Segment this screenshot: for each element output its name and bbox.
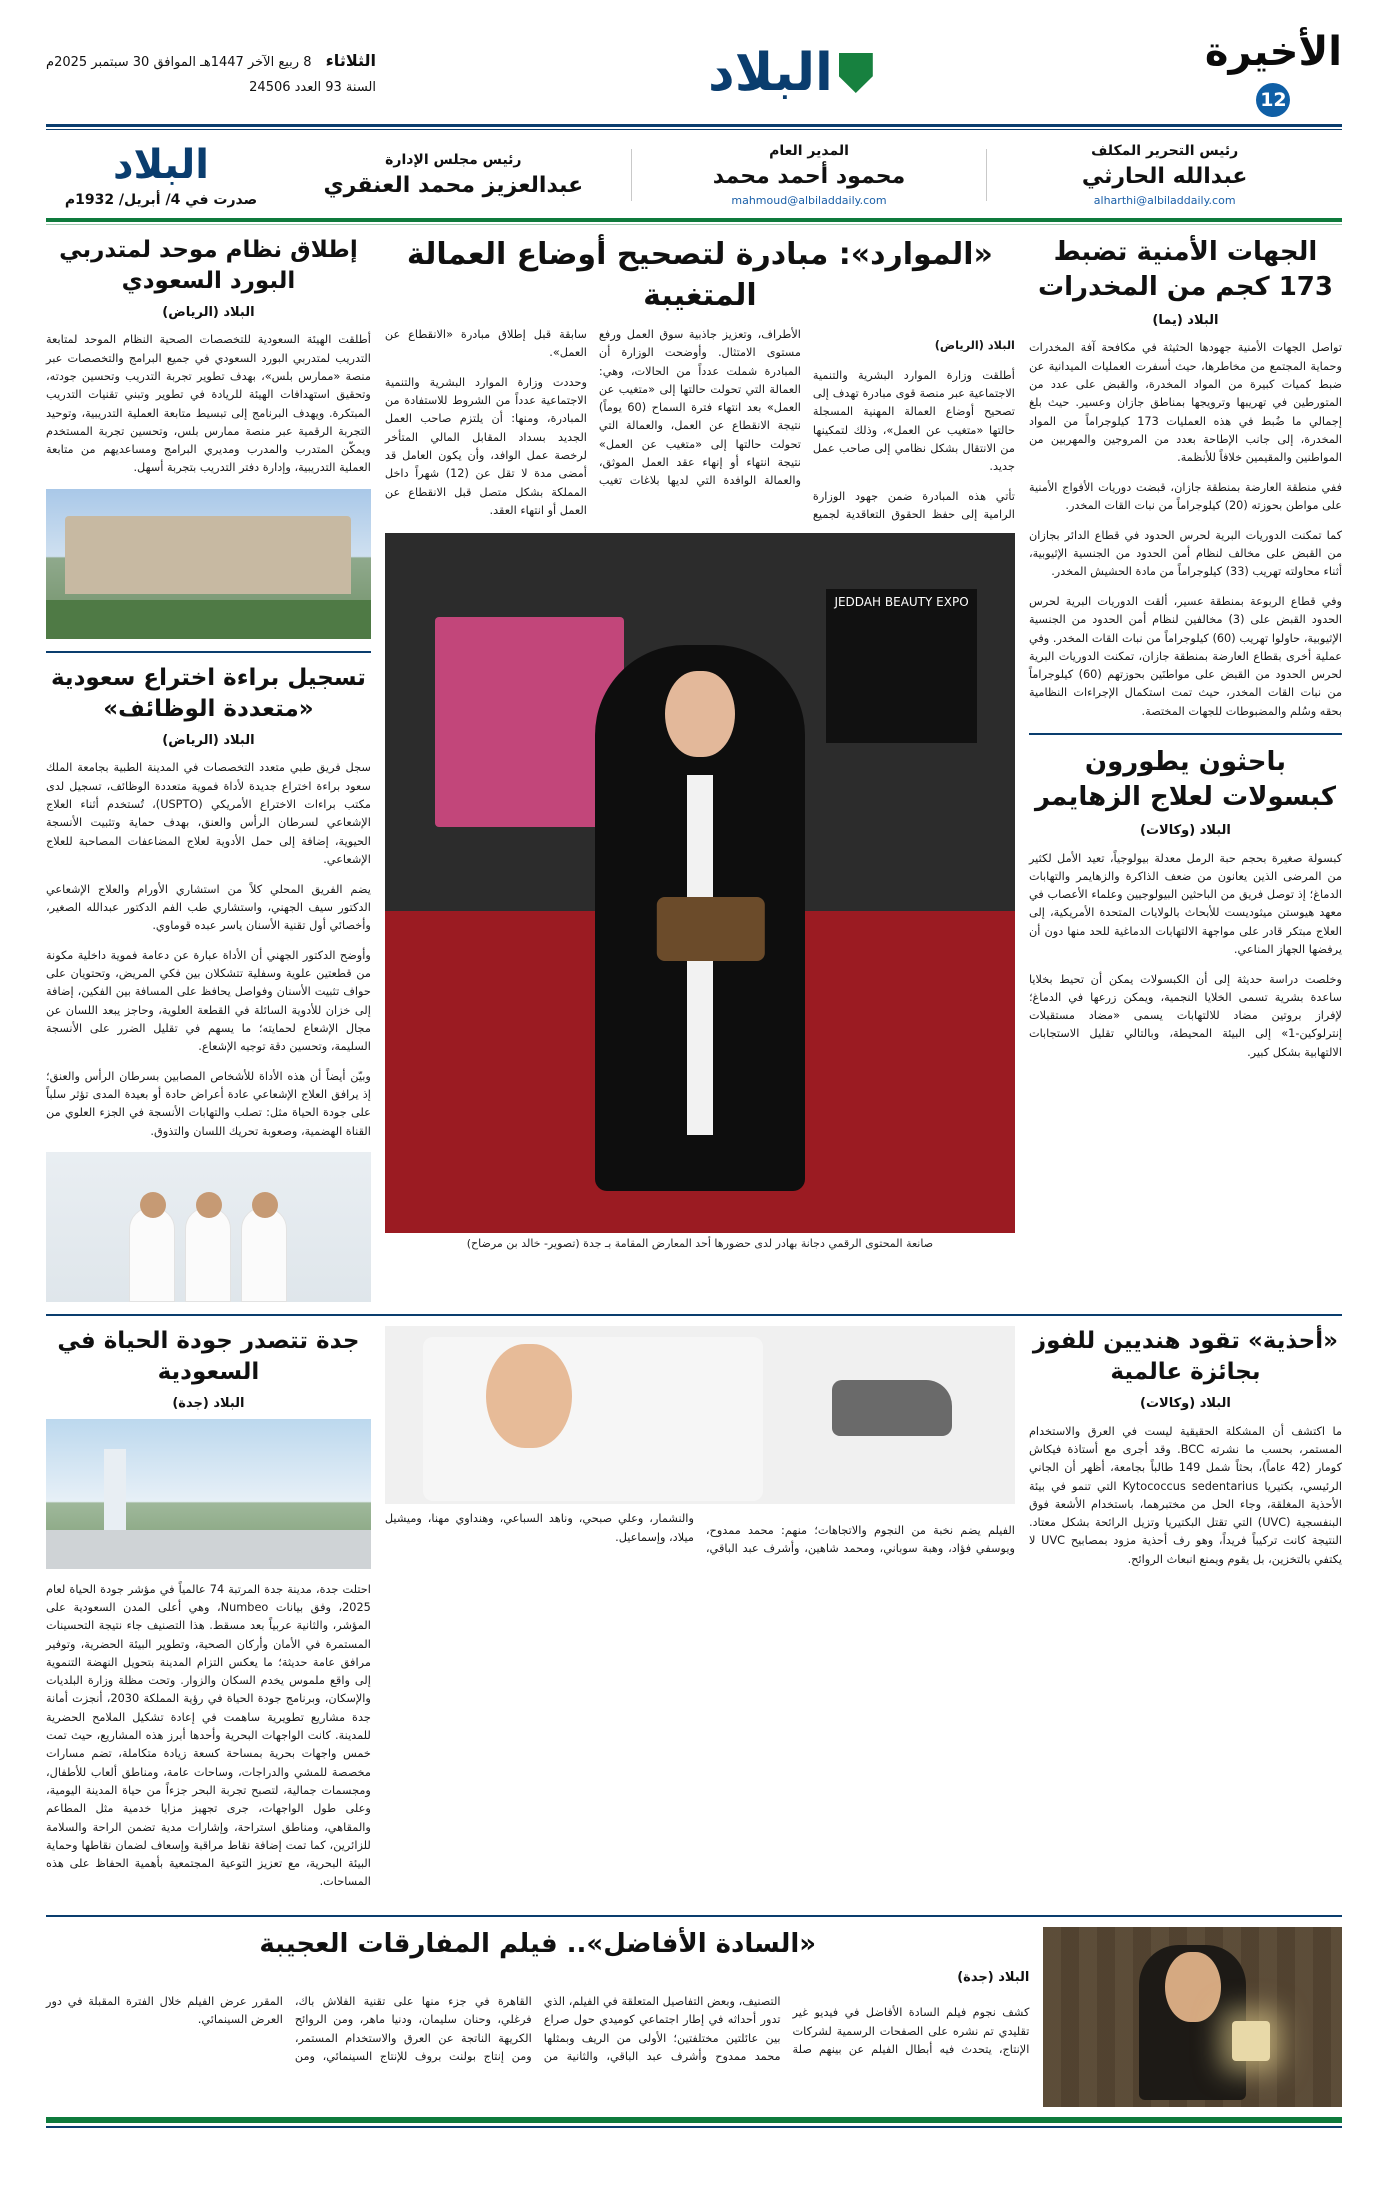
paragraph: احتلت جدة، مدينة جدة المرتبة 74 عالمياً في مؤشر جودة الحياة لعام 2025، وفق بيانات Numbeo، وهي أعلى المدن السعودية على المؤشر، والثانية عربياً بعد مسقط. هذا التصنيف جاء نتيجة التحسينات المستمرة في الأمان وأركان الصحية، وتطوير البيئة الحضرية، وتوفير مرافق عامة حديثة؛ ما يعكس التزام المدينة بتحويل النهضة التنموية إلى واقع ملموس يخدم السكان والزوار. وتحت مظلة وزارة البلديات والإسكان، وبرنامج جودة الحياة في رؤية المملكة 2030، أنجزت أمانة جدة مشاريع تطويرية ساهمت في إعادة تشكيل الملامح الحضرية للمدينة. كانت الواجهات البحرية وأحدها أبرز هذه المشاريع، حيث تمت خمس واجهات بحرية بمساحة كسعة زيادة متكاملة، تضم مسارات مخصصة للمشي والدراجات، وساحات عامة، ومناطق ألعاب للأطفال، ومجسمات جمالية، لتصبح تجربة البحر جزءاً من حياة المدينة اليومية، وعلى طول الواجهات، جرى تجهيز مزايا خدمية مثل المطاعم والمقاهي، ومناطق استراحة، وإشارات مدية تضمن الراحة والسلامة للزائرين، كما تمت إضافة نقاط مراقبة وإسعاف لضمان نقاطها وحماية البيئة البحرية، مع تعزيز التوعية المجتمعية بأهمية الحفاظ على هذه المساحات. [46, 1582, 371, 1889]
masthead [46, 0, 1342, 120]
byline-alzheimer: البلاد (وكالات) [1140, 823, 1231, 839]
paragraph: الفيلم يضم نخبة من النجوم والاتجاهات؛ منهم: محمد ممدوح، ويوسفي فؤاد، وهبة سوباني، ومحمد شاهين، وأشرف عبد الباقي، والنشمار، وعلي صبحي، وناهد السباعي، وهنداوي مهنا، وميشيل ميلاد، وإسماعيل. [384, 1512, 1015, 1555]
gm-name: محمود أحمد محمد [712, 164, 906, 189]
main-content [46, 235, 1342, 1302]
byline-drugs: البلاد (يما) [1152, 313, 1219, 329]
article-title-board: إطلاق نظام موحد لمتدربي البورد السعودي [59, 237, 358, 295]
flag-icon [839, 53, 873, 93]
gm-role: المدير العام [769, 143, 849, 159]
byline-patent: البلاد (الرياض) [162, 733, 255, 749]
chairman-role: رئيس مجلس الإدارة [385, 152, 522, 168]
row-three-film [46, 1927, 1342, 2107]
staff-editor [987, 143, 1342, 207]
row2-shoes-photo-block [385, 1326, 1015, 1903]
paragraph: ما اكتشف أن المشكلة الحقيقية ليست في العرق والاستخدام المستمر، بحسب ما نشرته BCC. وقد أجرى مع أستاذة فيكاش كومار (42 عاماً)، بحثاً شمل 149 طالباً بجامعة، أظهر أن الجاني الرئيسي، بكتيريا Kytococcus sedentarius التي تنمو في بيئة الأحذية المغلقة، وجاء الحل من مختبرهما، باستخدام الأشعة فوق البنفسجية (UVC) التي تقتل البكتيريا وتزيل الرائحة بشكل معتاد. النتيجة كانت تركيباً فريداً، وهو رف أحذية مزود بمصابيح UVC لا يكتفي بالتخزين، بل يقوم ويمنع انبعاث الروائح. [1028, 1424, 1342, 1566]
row2-jeddah [46, 1326, 371, 1903]
paragraph: وأوضح الدكتور الجهني أن الأداة عبارة عن دعامة فموية داخلية مكونة من قطعتين علوية وسفلية تتشكلان بين فكي المريض، وتحتويان على حواف تثبيت الأسنان وفواصل يحافظ على المسافة بين الفكين، إضافة إلى خزان للأدوية السائلة في القطعة العلوية، وحاجز يبعد اللسان عن مجال الإشعاع لحمايته؛ ما يسهم في تقليل الضرر على الأنسجة السليمة، وتحسين دقة توجيه الإشعاع. [46, 948, 371, 1054]
lead-title: «الموارد»: مبادرة لتصحيح أوضاع العمالة المتغيبة [406, 237, 993, 313]
paragraph: وحددت وزارة الموارد البشرية والتنمية الاجتماعية عدداً من الشروط للاستفادة من المبادرة، ومنها: أن يلتزم صاحب العمل الجديد بسداد المقابل المالي المتأخر لرخصة عمل الوافد، وأن يكون العامل قد أمضى مدة لا تقل عن (12) شهراً داخل المملكة بشكل متصل قبل الانقطاع عن العمل أو انتهاء العقد. [384, 375, 587, 517]
brand-name-small: البلاد [113, 142, 209, 188]
article-title-jeddah: جدة تتصدر جودة الحياة في السعودية [57, 1328, 360, 1386]
byline-jeddah: البلاد (جدة) [172, 1396, 245, 1412]
column-left [1029, 235, 1342, 1302]
brand-block [46, 142, 276, 208]
expo-sign: JEDDAH BEAUTY EXPO [826, 589, 977, 743]
divider [46, 651, 371, 653]
film-text-col [46, 1927, 1029, 2107]
hijri-gregorian-date: 8 ربيع الآخر 1447هـ الموافق 30 سبتمبر 2025م [46, 54, 312, 70]
paragraph: تأتي هذه المبادرة ضمن جهود الوزارة الرامية إلى حفظ الحقوق التعاقدية لجميع الأطراف، وتعزيز جاذبية سوق العمل ورفع مستوى الامتثال. وأوضحت الوزارة أن المبادرة شملت عدداً من الحالات، وهي: العمالة التي تحولت حالتها إلى «متغيب عن العمل» بعد انتهاء فترة السماح (60 يوماً) نتيجة الانقطاع عن العمل، والعمالة التي تحولت حالتها إلى «متغيب عن العمل» نتيجة انتهاء أو إنهاء عقد العمل الموثق، والعمالة الوافدة التي لديها بلاغات تغيب سابقة قبل إطلاق مبادرة «الانقطاع عن العمل». [384, 328, 1015, 522]
paragraph: سجل فريق طبي متعدد التخصصات في المدينة الطبية بجامعة الملك سعود براءة اختراع جديدة لأداة فموية متعددة الوظائف، تسجيل لدى مكتب براءات الاختراع الأمريكي (USPTO)، تُستخدم أثناء العلاج الإشعاعي لسرطان الرأس والعنق، بهدف حماية وتثبيت الأنسجة الحيوية، إضافة إلى حمل الأدوية لعلاج المضاعفات المصاحبة للعلاج الإشعاعي. [46, 761, 371, 866]
photo-jeddah-city [46, 1419, 371, 1569]
staff-bar [46, 130, 1342, 218]
weekday: الثلاثاء [325, 50, 376, 70]
paragraph: وبيّن أيضاً أن هذه الأداة للأشخاص المصابين بسرطان الرأس والعنق؛ إذ يرافق العلاج الإشعاعي عادة أعراض حادة أو بعيدة المدى تؤثر سلباً على جودة الحياة مثل: تصلب والتهابات الأنسجة في الجزء العلوي من القناة الهضمية، وصعوبة تحريك اللسان والتذوق. [46, 1069, 371, 1138]
page-number-badge: 12 [1256, 83, 1290, 117]
byline-board: البلاد (الرياض) [162, 305, 255, 321]
paragraph: وخلصت دراسة حديثة إلى أن الكبسولات يمكن أن تحيط بخلايا ساعدة بشرية تسمى الخلايا النجمية، ويمكن زرعها في الدماغ؛ لإفراز بروتين مضاد للالتهابات يسمى «مضاد مستقبلات إنترلوكين-1» إلى البيئة المحيطة، وبالتالي تقليل الاستجابات الالتهابية بشكل كبير. [1028, 972, 1342, 1059]
staff-chairman [276, 152, 631, 198]
chairman-name: عبدالعزيز محمد العنقري [323, 173, 584, 198]
article-title-patent: تسجيل براءة اختراع سعودية «متعددة الوظائف» [50, 665, 366, 723]
column-right [46, 235, 371, 1302]
article-title-shoes: «أحذية» تقود هنديين للفوز بجائزة عالمية [1032, 1328, 1338, 1386]
paragraph: كشف نجوم فيلم السادة الأفاضل في فيديو غير تقليدي تم نشره على الصفحات الرسمية لشركات الإنتاج، يتحدث فيه أبطال الفيلم عن بينهم صلة التصنيف، وبعض التفاصيل المتعلقة في الفيلم، الذي تدور أحداثه في إطار اجتماعي كوميدي حول صراع بين عائلتين مختلفتين؛ الأولى من الريف وبمثلها محمد ممدوح وأشرف عبد الباقي، والثانية من القاهرة في جزء منها على تقنية الفلاش باك، فرغلي، وحنان سليمان، ودنيا ماهر، ومن الروائح الكريهة الناتجة عن العرق والاستخدام المستمر، ومن إنتاج بولنت بروف للإنتاج السينمائي، ومن المقرر عرض الفيلم خلال الفترة المقبلة في دور العرض السينمائي. [46, 1995, 1030, 2063]
row-two [46, 1326, 1342, 1903]
page-label: الأخيرة [1204, 29, 1342, 75]
paragraph: أطلقت وزارة الموارد البشرية والتنمية الاجتماعية عبر منصة قوى مبادرة تهدف إلى تصحيح أوضاع العمالة المهنية المسجلة حالتها «متغيب عن العمل»، وذلك لتمكينها من الانتقال بشكل نظامي إلى صاحب عمل جديد. [812, 368, 1015, 474]
gm-email[interactable]: mahmoud@albiladdaily.com [731, 194, 887, 207]
issue-line: السنة 93 العدد 24506 [249, 79, 376, 95]
lead-photo [385, 533, 1015, 1233]
row-divider-2 [46, 1915, 1342, 1917]
article-title-drugs: الجهات الأمنية تضبط 173 كجم من المخدرات [1037, 237, 1333, 303]
photo-shoe-smell [385, 1326, 1015, 1504]
article-title-alzheimer: باحثون يطورون كبسولات لعلاج الزهايمر [1034, 747, 1336, 813]
staff-gm [632, 143, 987, 207]
paragraph: كما تمكنت الدوريات البرية لحرس الحدود في قطاع الدائر بجازان من القبض على مخالف لنظام أمن الحدود من الجنسية الإثيوبية، أثناء محاولته تهريب (33) كيلوجراماً من مادة الحشيش المخدر. [1028, 528, 1342, 579]
byline-shoes: البلاد (وكالات) [1140, 1396, 1231, 1412]
founded-line: صدرت في 4/ أبريل/ 1932م [64, 192, 258, 208]
footer-green-rule [46, 2117, 1342, 2123]
footer-blue-rule [46, 2126, 1342, 2128]
brand-name: البلاد [708, 43, 833, 103]
lead-body [385, 326, 1015, 525]
paragraph: كبسولة صغيرة بحجم حبة الرمل معدلة بيولوجياً، تعيد الأمل لكثير من المرضى الذين يعانون من ضعف الذاكرة والزهايمر والتهابات الدماغ؛ إذ توصل فريق من الباحثين البيولوجيين وعلماء الأعصاب في معهد هيوستن ميثوديست للأبحاث بالولايات المتحدة الأمريكية، إلى العلاج مبتكر قادر على مواجهة الالتهابات الدماغية للحد منها دون أن يرفضها الجهاز المناعي. [1028, 851, 1342, 956]
masthead-logo [708, 43, 873, 103]
row-divider [46, 1314, 1342, 1316]
lead-photo-caption: صانعة المحتوى الرقمي دجانة بهادر لدى حضورها أحد المعارض المقامة بـ جدة (تصوير- خالد بن مرضاح) [466, 1236, 934, 1250]
row2-shoes [1029, 1326, 1342, 1903]
paragraph: ففي منطقة العارضة بمنطقة جازان، قبضت دوريات الأفواج الأمنية على مواطن بحوزته (20) كيلوجراماً من نبات القات المخدر. [1028, 480, 1342, 513]
paragraph: تواصل الجهات الأمنية جهودها الحثيثة في مكافحة آفة المخدرات وحماية المجتمع من مخاطرها، حيث أسفرت العمليات الميدانية عن ضبط كميات كبيرة من المواد المخدرة، والقبض على عدد من المتورطين في تهريبها وترويجها بمناطق جازان وعسير. حيث بلغ إجمالي ما ضُبط في هذه العمليات 173 كيلوجراماً من المواد المخدرة، إلى جانب الإطاحة بعدد من المروجين والمهربين من المواطنين والمقيمين خلافاً للأنظمة. [1028, 341, 1342, 465]
editor-role: رئيس التحرير المكلف [1091, 143, 1239, 159]
byline-lead: البلاد (الرياض) [934, 339, 1015, 353]
photo-film-still [1043, 1927, 1342, 2107]
editor-name: عبدالله الحارثي [1081, 164, 1248, 189]
article-title-film: «السادة الأفاضل».. فيلم المفارقات العجيبة [259, 1929, 817, 1960]
page-label-block [1205, 29, 1342, 117]
byline-film: البلاد (جدة) [957, 1970, 1030, 1986]
column-middle [385, 235, 1015, 1302]
green-rule [46, 218, 1342, 222]
divider [1029, 733, 1342, 735]
photo-team [46, 1152, 371, 1302]
masthead-rule [46, 124, 1342, 127]
editor-email[interactable]: alharthi@albiladdaily.com [1093, 194, 1236, 207]
paragraph: أطلقت الهيئة السعودية للتخصصات الصحية النظام الموحد لمتابعة التدريب لمتدربي البورد السعودي في جميع البرامج والتخصصات عبر منصة «ممارس بلس»، بهدف تطوير تجربة التدريب وتحسين جودته، وتحقيق استهدافات الهيئة للريادة في تطوير وتبني تقنيات التدريب المبتكرة. ويهدف البرنامج إلى تبسيط متابعة العملية التدريبية، وتوحيد التجربة الرقمية عبر منصة ممارس بلس، وتحسين تجربة المستخدم ويمكّن المتدرب والمدرب ومديري البرامج ومساعديهم من متابعة العملية التدريبية، وإدارة دفتر التدريب بتجربة أسهل. [46, 333, 371, 475]
masthead-date-block [46, 47, 376, 99]
paragraph: وفي قطاع الربوعة بمنطقة عسير، ألقت الدوريات البرية لحرس الحدود القبض على (3) مخالفين لنظام أمن الحدود من الجنسية الإثيوبية، حاولوا تهريب (60) كيلوجراماً من نبات القات المخدر. وفي عملية أخرى بقطاع العارضة بمنطقة جازان، تمكنت الدوريات البرية لحرس الحدود من القبض على مواطنَين بحوزتهم (60) كيلوجراماً من نبات القات المخدر، حيث تمت استكمال الإجراءات النظامية بحقه وسُلم والمضبوطات للجهات المختصة. [1028, 594, 1343, 718]
green-rule-thin [46, 224, 1342, 225]
paragraph: يضم الفريق المحلي كلاً من استشاري الأورام والعلاج الإشعاعي الدكتور سيف الجهني، واستشاري طب الفم الدكتور عبدالله الصغير، وأخصائي أول تقنية الأسنان ياسر عبده قوماوي. [46, 882, 371, 933]
photo-building [46, 489, 371, 639]
film-photo-col [1043, 1927, 1342, 2107]
